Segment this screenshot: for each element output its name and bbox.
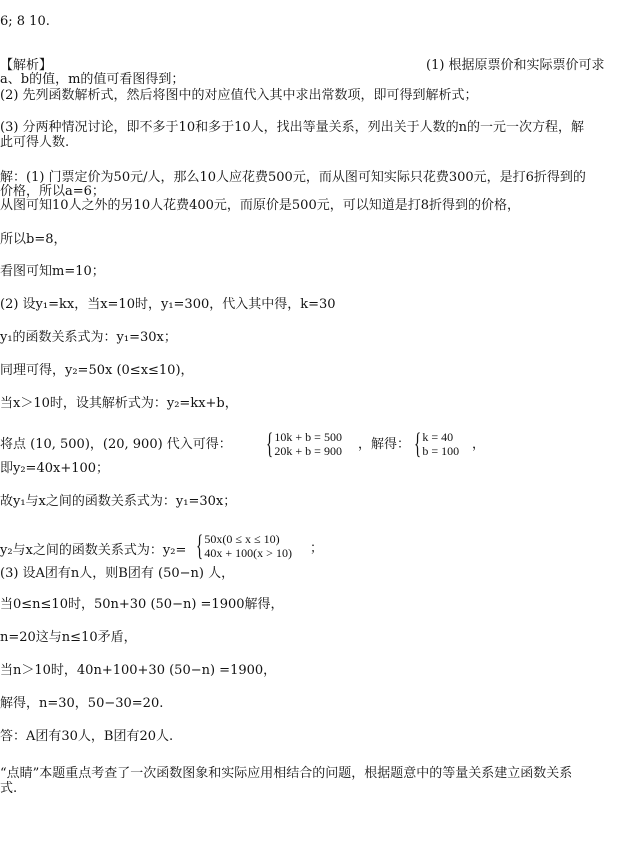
solution-3d: 当n＞10时，40n+100+30 (50−n) =1900， bbox=[0, 663, 277, 678]
solution-1b: 价格，所以a=6； bbox=[0, 184, 105, 199]
solution-m: 看图可知m=10； bbox=[0, 264, 105, 279]
equation-row: k = 40 bbox=[422, 430, 454, 444]
solution-2h-prefix: y₂与x之间的函数关系式为：y₂= bbox=[0, 543, 187, 558]
solution-2e-prefix: 将点 (10, 500)，(20, 900) 代入可得： bbox=[0, 437, 232, 452]
solution-2f: 即y₂=40x+100； bbox=[0, 461, 110, 476]
analysis-title: 【解析】 bbox=[0, 58, 53, 73]
brace-symbol: { bbox=[266, 427, 274, 460]
solution-3b: 当0≤n≤10时，50n+30 (50−n) =1900解得， bbox=[0, 597, 284, 612]
comment-line-a: “点睛”本题重点考查了一次函数图象和实际应用相结合的问题，根据题意中的等量关系建立函数关系 bbox=[0, 766, 573, 781]
solution-2e-mid: ，解得： bbox=[358, 437, 411, 452]
solution-1c: 从图可知10人之外的另10人花费400元，而原价是500元，可以知道是打8折得到的价格， bbox=[0, 198, 520, 213]
equation-row: b = 100 bbox=[422, 444, 460, 458]
comment-line-b: 式. bbox=[0, 781, 18, 796]
piecewise-row: 40x + 100(x > 10) bbox=[204, 546, 292, 560]
equation-system-2 bbox=[414, 429, 459, 459]
solution-2d: 当x＞10时，设其解析式为：y₂=kx+b， bbox=[0, 396, 238, 411]
solution-2b: y₁的函数关系式为：y₁=30x； bbox=[0, 330, 177, 345]
solution-answer: 答：A团有30人，B团有20人. bbox=[0, 729, 174, 744]
brace-symbol: { bbox=[414, 427, 422, 460]
piecewise-row: 50x(0 ≤ x ≤ 10) bbox=[204, 532, 280, 546]
equation-row: 10k + b = 500 bbox=[274, 430, 342, 444]
analysis-line-3a: (3) 分两种情况讨论，即不多于10和多于10人，找出等量关系，列出关于人数的n的一元一次方程，解 bbox=[0, 120, 585, 135]
brace-symbol: { bbox=[196, 529, 204, 562]
solution-2c: 同理可得，y₂=50x (0≤x≤10)， bbox=[0, 363, 194, 378]
solution-2e-end: ， bbox=[472, 437, 486, 452]
equation-system-1 bbox=[266, 429, 342, 459]
analysis-line-1a: (1) 根据原票价和实际票价可求 bbox=[426, 58, 605, 73]
header-answer: 6; 8 10. bbox=[0, 14, 50, 29]
solution-3a: (3) 设A团有n人，则B团有 (50−n) 人， bbox=[0, 566, 235, 581]
solution-2g: 故y₁与x之间的函数关系式为：y₁=30x； bbox=[0, 494, 237, 509]
solution-3c: n=20这与n≤10矛盾， bbox=[0, 630, 137, 645]
analysis-line-3b: 此可得人数. bbox=[0, 135, 70, 150]
equation-row: 20k + b = 900 bbox=[274, 444, 342, 458]
solution-2a: (2) 设y₁=kx，当x=10时，y₁=300，代入其中得，k=30 bbox=[0, 297, 336, 312]
analysis-line-2: (2) 先列函数解析式，然后将图中的对应值代入其中求出常数项，即可得到解析式； bbox=[0, 88, 478, 103]
solution-b: 所以b=8， bbox=[0, 232, 67, 247]
analysis-line-1b: a、b的值，m的值可看图得到； bbox=[0, 72, 185, 87]
solution-1a: 解：(1) 门票定价为50元/人，那么10人应花费500元，而从图可知实际只花费300元，是打6折得到的 bbox=[0, 170, 586, 185]
piecewise-function bbox=[196, 531, 292, 561]
solution-3e: 解得，n=30，50−30=20. bbox=[0, 696, 164, 711]
solution-2h-end: ； bbox=[310, 541, 324, 556]
